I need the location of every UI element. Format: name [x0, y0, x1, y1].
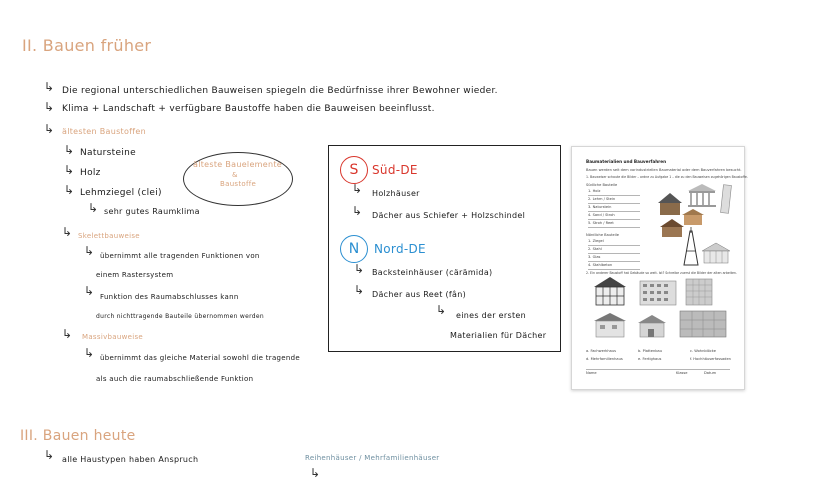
- massiv-heading: Massivbauweise: [82, 333, 144, 341]
- intro-line-2: Klima + Landschaft + verfügbare Baustoffe haben die Bauweisen beeinflusst.: [62, 104, 435, 114]
- arrow-icon: ↳: [88, 201, 99, 215]
- worksheet-task: 2. Ein anderer Baustoff hat Gebäude so weit. Ist? Schreibe zuerst die Bilder der alten arbeiten.: [586, 271, 737, 275]
- skelett-sub: durch nichttragende Bauteile übernommen werden: [96, 313, 264, 320]
- massiv-line: übernimmt das gleiche Material sowohl die tragende: [100, 354, 300, 362]
- arrow-icon: ↳: [44, 122, 55, 136]
- section-title-bauen-frueher: II. Bauen früher: [22, 36, 152, 55]
- arrow-icon: ↳: [310, 466, 321, 480]
- sued-title: Süd-DE: [372, 163, 418, 177]
- arrow-icon: ↳: [354, 283, 365, 297]
- modern-buildings-icon: [592, 275, 732, 345]
- arrow-icon: ↳: [62, 225, 73, 239]
- materials-heading: ältesten Baustoffen: [62, 127, 147, 136]
- material-item: Holz: [80, 168, 101, 178]
- worksheet-list-item: 1. Holz: [588, 189, 601, 193]
- worksheet-task: 1. Bauweiser schaute die Bilder – ordne zu Aufgabe 1 – die zu den Bauweisen zugehörigen Baustoffe.: [586, 175, 748, 179]
- nord-circle-icon: N: [340, 235, 368, 263]
- sued-circle-icon: S: [340, 156, 368, 184]
- worksheet-intro: Bauen werden seit dem vorindustriellen Baumaterial oder dem Bauverfahren besucht.: [586, 168, 742, 172]
- skelett-line: übernimmt alle tragenden Funktionen von: [100, 252, 260, 260]
- worksheet-list-item: 5. Stroh / Reet: [588, 221, 614, 225]
- nord-item: Dächer aus Reet (fân): [372, 290, 467, 299]
- worksheet-footer-label: Klasse: [676, 371, 688, 375]
- arrow-icon: ↳: [84, 244, 95, 258]
- nord-title: Nord-DE: [374, 242, 426, 256]
- worksheet-list-title: Nördliche Bauteile: [586, 233, 619, 237]
- skelett-line: einem Rastersystem: [96, 271, 174, 279]
- worksheet-list-item: 3. Glas: [588, 255, 601, 259]
- worksheet-answer: d. Mehrfamilienhaus: [586, 357, 623, 361]
- worksheet-title: Baumaterialien und Bauverfahren: [586, 159, 667, 164]
- skelett-heading: Skelettbauweise: [78, 232, 140, 240]
- arrow-icon: ↳: [436, 303, 447, 317]
- worksheet-list-item: 2. Lehm / Stein: [588, 197, 616, 201]
- worksheet-answer: c. Wohnblöcke: [690, 349, 716, 353]
- arrow-icon: ↳: [64, 143, 75, 157]
- worksheet-footer-label: Name: [586, 371, 597, 375]
- arrow-icon: ↳: [64, 163, 75, 177]
- sued-item: Dächer aus Schiefer + Holzschindel: [372, 211, 526, 220]
- massiv-line: als auch die raumabschließende Funktion: [96, 375, 254, 383]
- arrow-icon: ↳: [352, 204, 363, 218]
- arrow-icon: ↳: [84, 346, 95, 360]
- section3-line: alle Haustypen haben Anspruch: [62, 455, 199, 464]
- arrow-icon: ↳: [44, 80, 55, 94]
- worksheet-footer-label: Datum: [704, 371, 717, 375]
- nord-sub: Materialien für Dächer: [450, 331, 547, 340]
- worksheet-answer: a. Fachwerkhaus: [586, 349, 617, 353]
- arrow-icon: ↳: [354, 262, 365, 276]
- worksheet-answer: f. Hochhäuserfassaden: [690, 357, 731, 361]
- oval-note-line: &: [232, 171, 238, 179]
- arrow-icon: ↳: [44, 448, 55, 462]
- material-item: Lehmziegel (clei): [80, 188, 162, 198]
- section-title-bauen-heute: III. Bauen heute: [20, 428, 136, 444]
- worksheet-list-item: 1. Ziegel: [588, 239, 604, 243]
- worksheet-list-item: 4. Stahlbeton: [588, 263, 613, 267]
- intro-line-1: Die regional unterschiedlichen Bauweisen spiegeln die Bedürfnisse ihrer Bewohner wieder.: [62, 86, 498, 96]
- nord-sub: eines der ersten: [456, 311, 526, 320]
- oval-note-line: älteste Bauelemente: [193, 160, 283, 169]
- building-illustrations-icon: [654, 181, 738, 267]
- worksheet-list-item: 4. Sand / Stroh: [588, 213, 615, 217]
- worksheet-list-title: Südliche Bauteile: [586, 183, 618, 187]
- worksheet-list-item: 3. Naturstein: [588, 205, 612, 209]
- worksheet-list-item: 2. Stahl: [588, 247, 602, 251]
- sued-item: Holzhäuser: [372, 189, 420, 198]
- arrow-icon: ↳: [44, 100, 55, 114]
- worksheet-answer: e. Fertighaus: [638, 357, 662, 361]
- worksheet-thumbnail: [571, 146, 748, 390]
- arrow-icon: ↳: [64, 183, 75, 197]
- skelett-sub: Funktion des Raumabschlusses kann: [100, 293, 239, 301]
- arrow-icon: ↳: [352, 182, 363, 196]
- section3-right-heading: Reihenhäuser / Mehrfamilienhäuser: [305, 454, 440, 462]
- worksheet-answer: b. Plattenbau: [638, 349, 663, 353]
- nord-item: Backsteinhäuser (cärämida): [372, 268, 493, 277]
- oval-note-line: Baustoffe: [220, 180, 257, 188]
- arrow-icon: ↳: [84, 284, 95, 298]
- material-item: Natursteine: [80, 148, 136, 158]
- lehm-sub-note: sehr gutes Raumklima: [104, 207, 200, 216]
- arrow-icon: ↳: [62, 327, 73, 341]
